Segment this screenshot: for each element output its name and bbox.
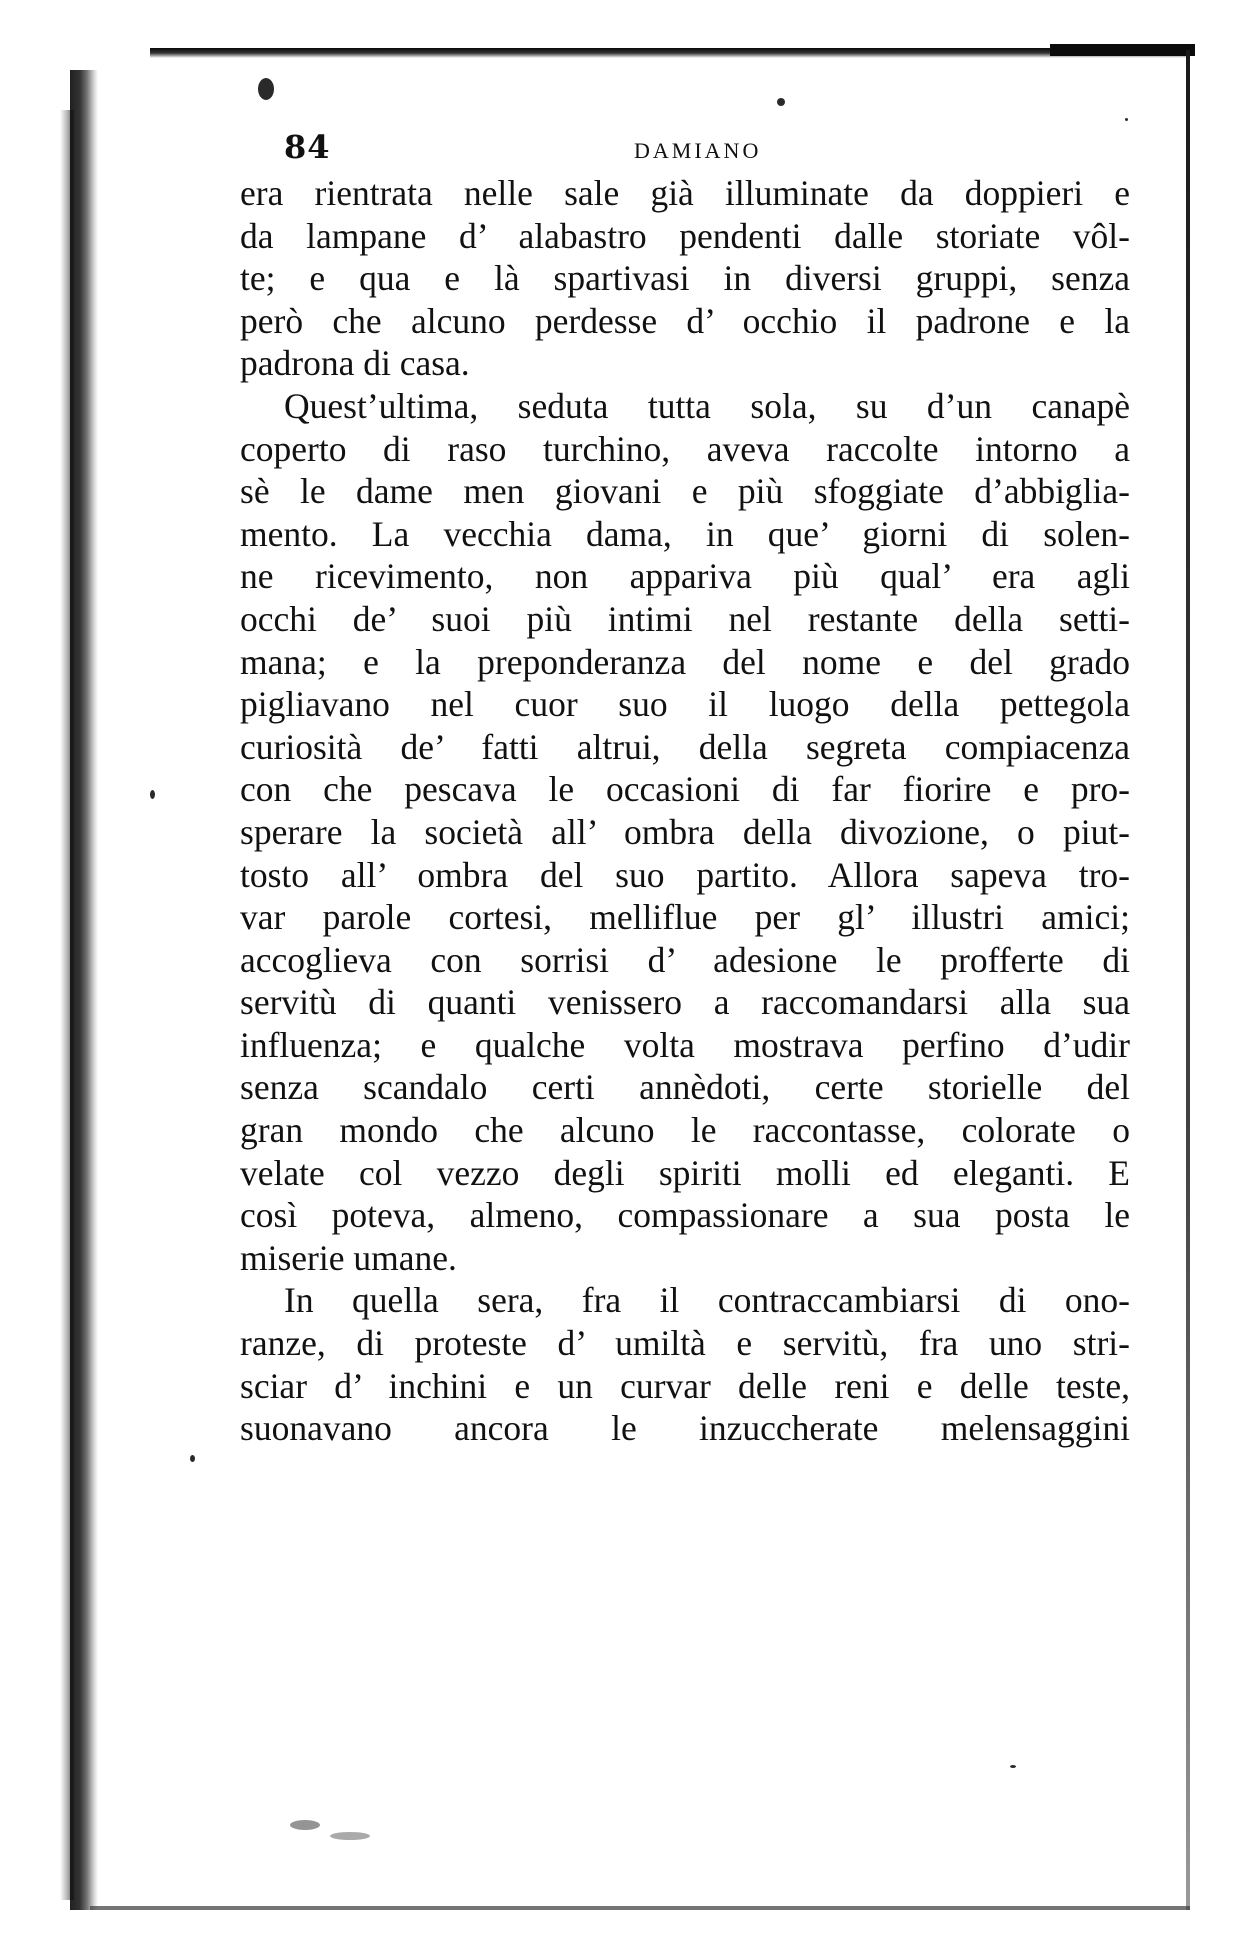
text-line: mana; e la preponderanza del nome e del grado: [240, 641, 1130, 682]
scan-speck: [290, 1820, 320, 1830]
text-line: velate col vezzo degli spiriti molli ed eleganti. E: [240, 1152, 1130, 1193]
scan-speck: [1125, 118, 1128, 121]
text-line: ranze, di proteste d’ umiltà e servitù, fra uno stri-: [240, 1323, 1130, 1364]
scan-speck: [258, 78, 274, 100]
text-line: Quest’ultima, seduta tutta sola, su d’un canapè: [284, 385, 1130, 426]
text-line: così poteva, almeno, compassionare a sua posta le: [240, 1195, 1130, 1236]
text-line: con che pescava le occasioni di far fiorire e pro-: [240, 769, 1130, 810]
text-line: sciar d’ inchini e un curvar delle reni e delle teste,: [240, 1365, 1130, 1406]
scan-speck: [150, 790, 155, 799]
text-line: mento. La vecchia dama, in que’ giorni di solen-: [240, 513, 1130, 554]
book-binding-edge: [70, 70, 98, 1910]
text-line: da lampane d’ alabastro pendenti dalle storiate vôl-: [240, 215, 1130, 256]
text-line: pigliavano nel cuor suo il luogo della pettegola: [240, 684, 1130, 725]
page-bottom-edge: [90, 1906, 1190, 1910]
text-line: te; e qua e là spartivasi in diversi gruppi, senza: [240, 258, 1130, 299]
scan-speck: [777, 98, 785, 106]
text-line: senza scandalo certi annèdoti, certe storielle del: [240, 1067, 1130, 1108]
page-header: [240, 128, 1160, 168]
running-head: DAMIANO: [634, 138, 762, 163]
page-right-edge: [1186, 50, 1190, 1910]
text-line: servitù di quanti venissero a raccomandarsi alla sua: [240, 982, 1130, 1023]
text-line: ne ricevimento, non appariva più qual’ era agli: [240, 556, 1130, 597]
text-line: padrona di casa.: [240, 343, 470, 384]
text-line: era rientrata nelle sale già illuminate da doppieri e: [240, 173, 1130, 213]
text-line: In quella sera, fra il contraccambiarsi di ono-: [284, 1280, 1130, 1321]
body-text: [240, 172, 1130, 1450]
text-line: miserie umane.: [240, 1237, 457, 1278]
text-line: sperare la società all’ ombra della divozione, o piut-: [240, 811, 1130, 852]
text-line: gran mondo che alcuno le raccontasse, colorate o: [240, 1110, 1130, 1151]
scan-speck: [330, 1832, 370, 1840]
text-line: occhi de’ suoi più intimi nel restante della setti-: [240, 598, 1130, 639]
text-line: coperto di raso turchino, aveva raccolte intorno a: [240, 428, 1130, 469]
scan-speck: [190, 1455, 195, 1462]
text-line: sè le dame men giovani e più sfoggiate d’abbiglia-: [240, 471, 1130, 512]
scan-speck: [1010, 1765, 1016, 1768]
text-line: influenza; e qualche volta mostrava perfino d’udir: [240, 1024, 1130, 1065]
text-line: suonavano ancora le inzuccherate melensaggini: [240, 1408, 1130, 1449]
page-top-edge: [150, 48, 1190, 58]
text-line: curiosità de’ fatti altrui, della segreta compiacenza: [240, 726, 1130, 767]
text-line: tosto all’ ombra del suo partito. Allora sapeva tro-: [240, 854, 1130, 895]
text-line: però che alcuno perdesse d’ occhio il padrone e la: [240, 300, 1130, 341]
text-line: var parole cortesi, melliflue per gl’ illustri amici;: [240, 897, 1130, 938]
page-top-edge-dark: [1050, 44, 1195, 56]
page-number: 84: [284, 128, 331, 166]
text-line: accoglieva con sorrisi d’ adesione le profferte di: [240, 939, 1130, 980]
